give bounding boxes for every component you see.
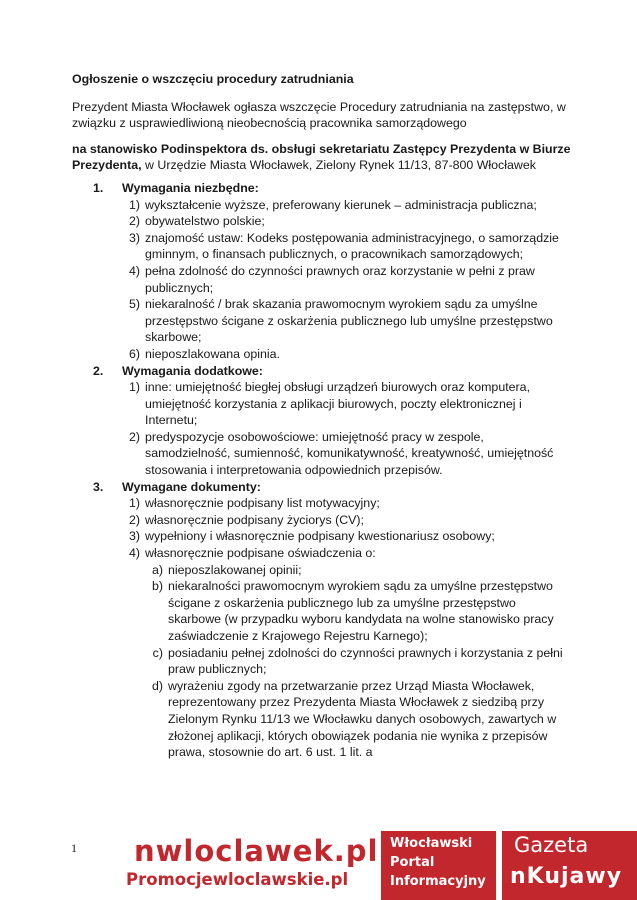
sub-list-item <box>145 578 572 644</box>
position-location: w Urzędzie Miasta Włocławek, Zielony Rynek 11/13, 87-800 Włocławek <box>141 158 536 173</box>
list-item <box>122 263 572 296</box>
list-item <box>122 528 572 545</box>
item-number: 1) <box>128 380 140 395</box>
portal-line-1: Włocławski <box>390 836 473 851</box>
item-text: inne: umiejętność biegłej obsługi urządzeń biurowych oraz komputera, umiejętność korzystania z aplikacji biurowych, poczty elektronicznej i Internetu; <box>145 380 531 428</box>
section-number: 3. <box>93 479 104 494</box>
list-item <box>122 197 572 214</box>
page-number: 1 <box>71 841 77 855</box>
watermark-logo <box>126 834 379 900</box>
sub-list-item <box>145 645 572 678</box>
declarations-list <box>145 562 572 761</box>
additional-list <box>122 379 572 479</box>
item-text: niekaralność / brak skazania prawomocnym wyrokiem sądu za umyślne przestępstwo ścigane z oskarżenia publicznego lub umyślne przestępstwo skarbowe; <box>145 297 553 345</box>
list-item <box>122 495 572 512</box>
item-number: 2) <box>128 429 140 444</box>
document-body <box>72 71 572 761</box>
list-item <box>122 346 572 363</box>
position-title: na stanowisko Podinspektora ds. obsługi sekretariatu Zastępcy Prezydenta w Biurze Prezydenta, <box>72 141 571 173</box>
section-heading-text: Wymagania dodatkowe: <box>122 363 263 378</box>
documents-list <box>122 495 572 761</box>
sub-item-text: nieposzlakowanej opinii; <box>168 562 302 577</box>
item-number: 5) <box>128 297 140 312</box>
sub-item-letter: a) <box>151 562 163 577</box>
sub-list-item <box>145 678 572 761</box>
list-item <box>122 230 572 263</box>
item-text: własnoręcznie podpisany list motywacyjny; <box>145 496 380 511</box>
sub-item-letter: b) <box>151 579 163 594</box>
sub-item-letter: c) <box>152 645 163 660</box>
sub-item-text: niekaralności prawomocnym wyrokiem sądu za umyślne przestępstwo ścigane z oskarżenia publicznego lub za umyślne przestępstwo skarbowe (w przypadku wyboru kandydata na wolne stanowisko pracy zaświadczenie z Krajowego Rejestru Karnego); <box>168 579 554 643</box>
item-number: 1) <box>128 197 140 212</box>
section-heading-text: Wymagania niezbędne: <box>122 180 259 195</box>
section-heading <box>93 180 572 197</box>
list-item <box>122 296 572 346</box>
section-additional <box>72 363 572 479</box>
sub-item-text: posiadaniu pełnej zdolności do czynności prawnych i korzystania z pełni praw publicznych; <box>168 645 563 677</box>
section-number: 2. <box>93 363 104 378</box>
document-title: Ogłoszenie o wszczęciu procedury zatrudniania <box>72 72 354 86</box>
portal-line-3: Informacyjny <box>390 874 486 889</box>
intro-paragraph: Prezydent Miasta Włocławek ogłasza wszczęcie Procedury zatrudniania na zastępstwo, w związku z usprawiedliwioną nieobecnością pracownika samorządowego <box>72 99 566 131</box>
item-number: 1) <box>128 496 140 511</box>
watermark-portal-box <box>381 831 496 900</box>
item-text: obywatelstwo polskie; <box>145 214 265 229</box>
sub-list-item <box>145 562 572 579</box>
item-number: 3) <box>128 230 140 245</box>
item-text: własnoręcznie podpisane oświadczenia o: <box>145 546 376 561</box>
watermark-gazeta-box <box>502 831 637 900</box>
section-requirements <box>72 180 572 363</box>
item-text: pełna zdolność do czynności prawnych oraz korzystanie w pełni z praw publicznych; <box>145 263 535 295</box>
section-heading-text: Wymagane dokumenty: <box>122 479 261 494</box>
section-number: 1. <box>93 180 104 195</box>
gazeta-name: nKujawy <box>510 864 623 889</box>
sub-item-letter: d) <box>151 678 163 693</box>
list-item <box>122 512 572 529</box>
item-text: własnoręcznie podpisany życiorys (CV); <box>145 512 364 527</box>
item-number: 4) <box>128 263 140 278</box>
sections-list <box>72 180 572 761</box>
item-number: 4) <box>128 546 140 561</box>
item-number: 6) <box>128 346 140 361</box>
section-documents <box>72 479 572 761</box>
position-paragraph <box>72 141 572 174</box>
list-item <box>122 429 572 479</box>
item-number: 2) <box>128 214 140 229</box>
list-item <box>122 379 572 429</box>
item-number: 2) <box>128 512 140 527</box>
section-heading <box>93 479 572 496</box>
portal-line-2: Portal <box>390 855 435 870</box>
watermark-site-text: nwloclawek.pl <box>134 834 379 868</box>
requirements-list <box>122 197 572 363</box>
list-item <box>122 545 572 761</box>
section-heading <box>93 363 572 380</box>
watermark-site2-text: Promocjewloclawskie.pl <box>126 870 349 889</box>
list-item <box>122 213 572 230</box>
item-text: znajomość ustaw: Kodeks postępowania administracyjnego, o samorządzie gminnym, o finansach publicznych, o pracownikach samorządowych; <box>145 230 559 262</box>
gazeta-label: Gazeta <box>514 833 589 857</box>
item-text: nieposzlakowana opinia. <box>145 346 281 361</box>
item-text: predyspozycje osobowościowe: umiejętność pracy w zespole, samodzielność, sumienność, komunikatywność, kreatywność, umiejętność stosowania i interpretowania odpowiednich przepisów. <box>145 429 554 478</box>
sub-item-text: wyrażeniu zgody na przetwarzanie przez Urząd Miasta Włocławek, reprezentowany przez Prezydenta Miasta Włocławek z siedzibą przy Zielonym Rynku 11/13 we Włocławku danych osobowych, zawartych w złożonej aplikacji, których obowiązek podania nie wynika z przepisów prawa, stosownie do art. 6 ust. 1 lit. a <box>168 678 557 760</box>
item-number: 3) <box>128 529 140 544</box>
item-text: wypełniony i własnoręcznie podpisany kwestionariusz osobowy; <box>145 529 495 544</box>
item-text: wykształcenie wyższe, preferowany kierunek – administracja publiczna; <box>145 197 537 212</box>
